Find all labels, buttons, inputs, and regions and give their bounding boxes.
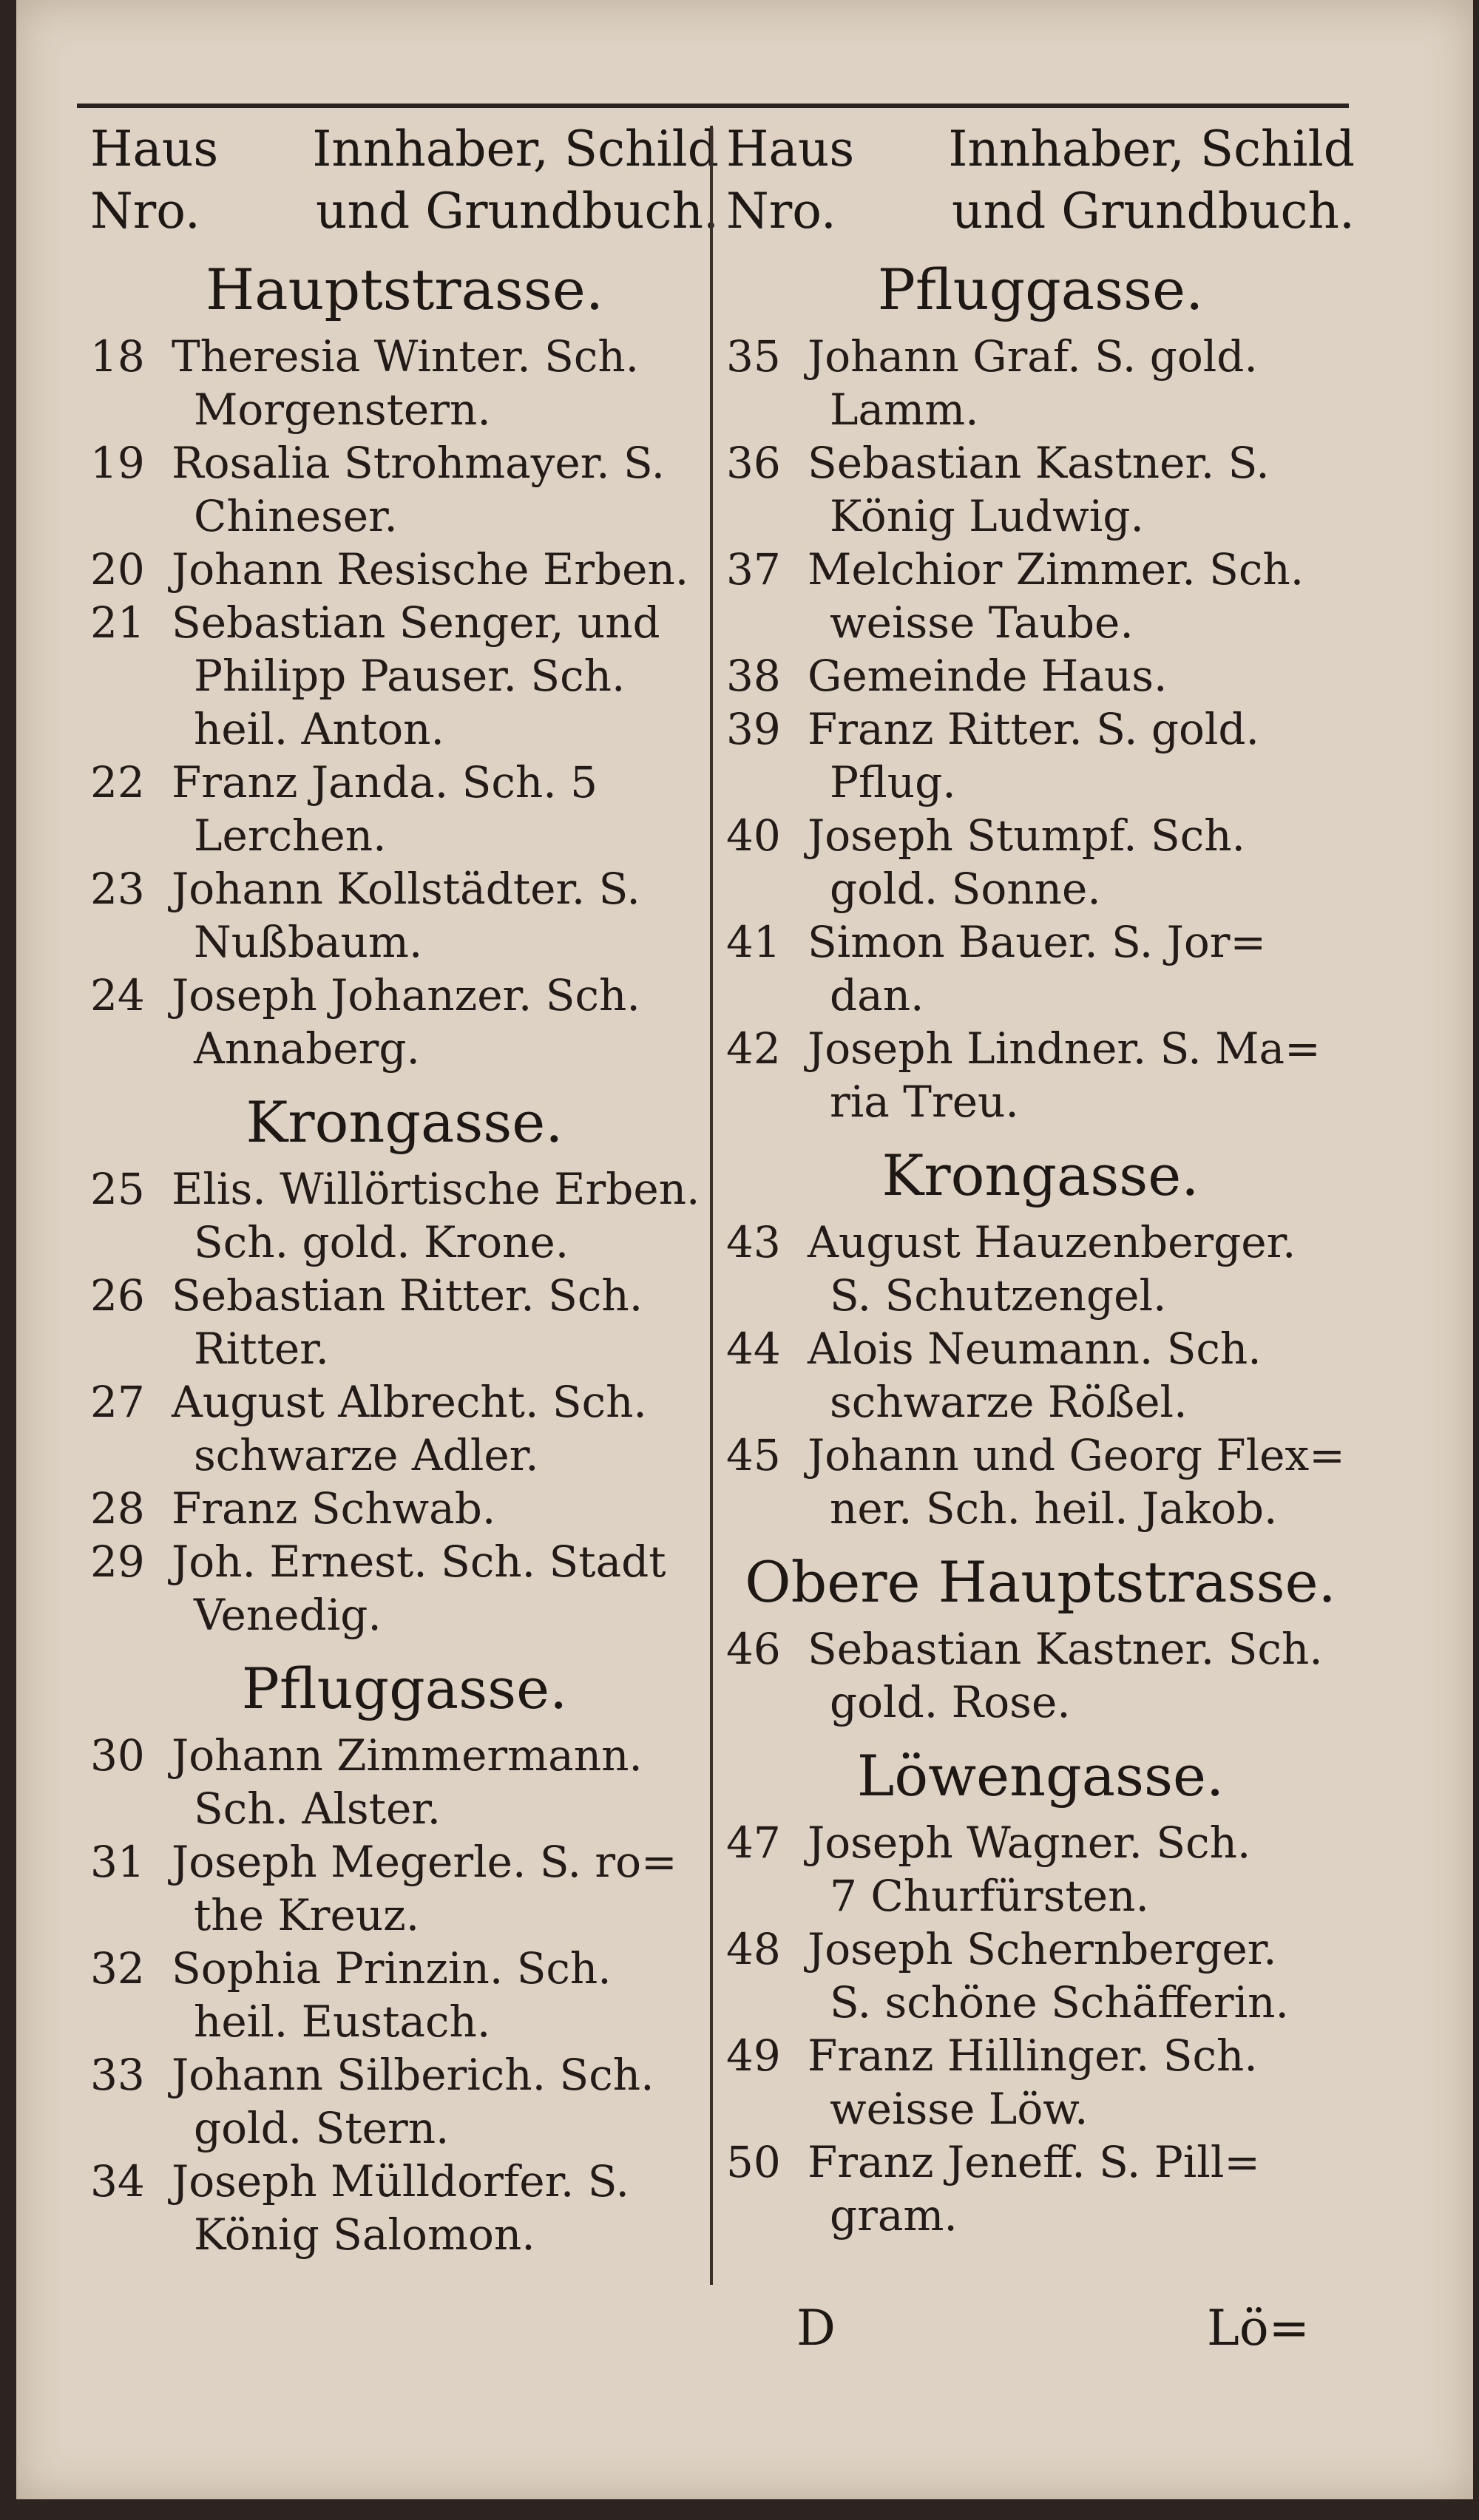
continuation-line: weisse Taube. [830,597,1134,648]
signature-mark: D [796,2300,836,2357]
owner-line: Johann Silberich. Sch. [172,2050,654,2100]
owner-and-sign [808,915,1355,1022]
owner-line: Joseph Stumpf. Sch. [808,810,1245,861]
house-number: 35 [726,331,781,382]
right-column [726,118,1355,2242]
column-header-right [726,118,1355,180]
continuation-line: Philipp Pauser. Sch. [194,651,626,701]
house-entry [726,1322,1355,1429]
house-entry [90,330,719,436]
owner-and-sign [172,756,719,862]
column-header-left [90,118,719,180]
header-nro: Nro. [726,183,836,240]
house-entry [726,2135,1355,2242]
owner-line: Rosalia Strohmayer. S. [172,438,666,488]
owner-and-sign [172,1835,719,1942]
house-entry [726,543,1355,649]
house-number: 48 [726,1924,781,1974]
owner-line: Johann Graf. S. gold. [808,331,1258,382]
house-number: 47 [726,1818,781,1868]
house-number: 41 [726,917,781,967]
header-owner: Innhaber, Schild [948,121,1355,177]
owner-and-sign [808,1429,1355,1535]
owner-line: Franz Jeneff. S. Pill= [808,2137,1260,2187]
continuation-line: gold. Stern. [194,2103,450,2153]
owner-and-sign [808,2029,1355,2135]
continuation-line: Nußbaum. [194,917,423,967]
continuation-line: Annaberg. [194,1023,420,1074]
house-entry [90,1835,719,1942]
continuation-line: schwarze Adler. [194,1430,539,1480]
house-entry [726,1429,1355,1535]
house-number: 36 [726,438,781,488]
house-entry [726,915,1355,1022]
left-entry-list [90,253,719,2261]
owner-line: Joseph Johanzer. Sch. [172,970,640,1020]
owner-line: Sebastian Kastner. S. [808,438,1270,488]
owner-and-sign [172,862,719,969]
house-number: 24 [90,970,145,1020]
owner-line: Franz Janda. Sch. 5 [172,757,598,807]
owner-line: Alois Neumann. Sch. [808,1324,1262,1374]
owner-and-sign [172,1535,719,1642]
continuation-line: S. Schutzengel. [830,1270,1167,1321]
owner-and-sign [808,330,1355,436]
owner-and-sign [172,2048,719,2155]
continuation-line: König Ludwig. [830,491,1144,541]
owner-line: Joseph Schernberger. [808,1924,1277,1974]
owner-line: Sebastian Senger, und [172,597,660,648]
house-number: 26 [90,1270,145,1321]
house-entry [90,1729,719,1835]
owner-and-sign [172,1162,719,1269]
house-entry [726,702,1355,809]
catchword: Lö= [1207,2300,1310,2357]
house-entry [726,1816,1355,1923]
owner-line: August Hauzenberger. [808,1217,1296,1267]
house-number: 34 [90,2156,145,2206]
owner-and-sign [808,1216,1355,1322]
house-entry [90,2155,719,2261]
house-entry [90,436,719,543]
owner-line: Johann Resische Erben. [172,544,689,595]
continuation-line: Chineser. [194,491,398,541]
owner-and-sign [808,1923,1355,2029]
house-entry [726,330,1355,436]
house-entry [726,1923,1355,2029]
header-house: Haus [726,121,855,177]
house-number: 32 [90,1943,145,1994]
owner-line: Franz Schwab. [172,1483,496,1534]
house-number: 37 [726,544,781,595]
house-number: 18 [90,331,145,382]
header-nro: Nro. [90,183,200,240]
house-entry [90,1535,719,1642]
continuation-line: Venedig. [194,1590,382,1640]
owner-line: Franz Hillinger. Sch. [808,2030,1258,2081]
owner-and-sign [172,969,719,1075]
owner-and-sign [172,596,719,756]
owner-line: Johann Zimmermann. [172,1730,643,1781]
house-entry [90,543,719,596]
continuation-line: ner. Sch. heil. Jakob. [830,1483,1278,1534]
house-number: 45 [726,1430,781,1480]
header-owner: Innhaber, Schild [312,121,719,177]
house-number: 27 [90,1377,145,1427]
right-entry-list [726,253,1355,2242]
house-entry [726,649,1355,702]
continuation-line: heil. Anton. [194,704,444,754]
continuation-line: Ritter. [194,1324,329,1374]
owner-and-sign [808,809,1355,915]
house-number: 39 [726,704,781,754]
house-number: 30 [90,1730,145,1781]
owner-and-sign [172,543,719,596]
house-entry [90,1162,719,1269]
owner-and-sign [808,649,1355,702]
owner-line: Gemeinde Haus. [808,651,1168,701]
house-number: 19 [90,438,145,488]
column-header-right-2 [726,180,1355,243]
street-heading: Pfluggasse. [241,1656,568,1721]
owner-and-sign [172,1375,719,1482]
house-number: 50 [726,2137,781,2187]
continuation-line: schwarze Rößel. [830,1377,1188,1427]
continuation-line: Sch. Alster. [194,1784,441,1834]
owner-line: Sophia Prinzin. Sch. [172,1943,612,1994]
continuation-line: S. schöne Schäfferin. [830,1977,1289,2028]
owner-and-sign [172,1482,719,1535]
owner-line: Joh. Ernest. Sch. Stadt [172,1537,666,1587]
house-entry [90,1482,719,1535]
owner-line: Joseph Megerle. S. ro= [172,1837,677,1887]
house-number: 43 [726,1217,781,1267]
continuation-line: gram. [830,2190,958,2240]
continuation-line: the Kreuz. [194,1890,420,1940]
owner-and-sign [172,2155,719,2261]
street-heading: Obere Hauptstrasse. [745,1549,1336,1615]
owner-and-sign [172,1942,719,2048]
continuation-line: König Salomon. [194,2209,535,2260]
header-house: Haus [90,121,219,177]
owner-and-sign [808,2135,1355,2242]
continuation-line: gold. Rose. [830,1677,1071,1727]
house-entry [90,1269,719,1375]
continuation-line: Lamm. [830,385,979,435]
house-entry [90,1942,719,2048]
continuation-line: dan. [830,970,924,1020]
house-entry [90,596,719,756]
owner-line: Johann Kollstädter. S. [172,864,640,914]
owner-line: Franz Ritter. S. gold. [808,704,1259,754]
owner-and-sign [808,436,1355,543]
continuation-line: gold. Sonne. [830,864,1101,914]
owner-line: August Albrecht. Sch. [172,1377,647,1427]
owner-line: Joseph Wagner. Sch. [808,1818,1251,1868]
house-number: 28 [90,1483,145,1534]
house-entry [90,756,719,862]
street-heading: Krongasse. [881,1142,1199,1208]
owner-and-sign [808,702,1355,809]
house-number: 31 [90,1837,145,1887]
house-number: 44 [726,1324,781,1374]
continuation-line: Lerchen. [194,810,387,861]
continuation-line: weisse Löw. [830,2084,1089,2134]
owner-and-sign [172,1269,719,1375]
owner-line: Elis. Willörtische Erben. [172,1164,700,1214]
owner-and-sign [808,543,1355,649]
house-entry [90,2048,719,2155]
column-divider [710,126,713,2285]
street-heading: Löwengasse. [856,1743,1225,1809]
left-column [90,118,719,2261]
book-page [16,0,1473,2499]
house-entry [726,436,1355,543]
house-number: 21 [90,597,145,648]
owner-and-sign [172,330,719,436]
owner-and-sign [808,1622,1355,1729]
house-entry [726,809,1355,915]
owner-and-sign [808,1816,1355,1923]
owner-and-sign [808,1322,1355,1429]
owner-and-sign [172,436,719,543]
house-entry [726,1622,1355,1729]
owner-line: Sebastian Ritter. Sch. [172,1270,643,1321]
header-grundbuch: und Grundbuch. [952,183,1355,240]
house-entry [726,2029,1355,2135]
house-number: 38 [726,651,781,701]
owner-line: Theresia Winter. Sch. [172,331,640,382]
continuation-line: Sch. gold. Krone. [194,1217,569,1267]
house-number: 25 [90,1164,145,1214]
header-grundbuch: und Grundbuch. [316,183,719,240]
owner-line: Johann und Georg Flex= [808,1430,1345,1480]
owner-line: Joseph Mülldorfer. S. [172,2156,629,2206]
owner-line: Simon Bauer. S. Jor= [808,917,1267,967]
owner-line: Sebastian Kastner. Sch. [808,1624,1323,1674]
house-number: 23 [90,864,145,914]
house-number: 29 [90,1537,145,1587]
continuation-line: Pflug. [830,757,956,807]
owner-and-sign [172,1729,719,1835]
house-number: 40 [726,810,781,861]
street-heading: Hauptstrasse. [205,257,604,322]
continuation-line: Morgenstern. [194,385,491,435]
street-heading: Pfluggasse. [877,257,1204,322]
house-number: 42 [726,1023,781,1074]
house-number: 49 [726,2030,781,2081]
house-number: 22 [90,757,145,807]
street-heading: Krongasse. [246,1089,563,1155]
house-entry [726,1022,1355,1128]
continuation-line: ria Treu. [830,1077,1019,1127]
house-entry [90,862,719,969]
column-header-left-2 [90,180,719,243]
owner-line: Joseph Lindner. S. Ma= [808,1023,1321,1074]
continuation-line: heil. Eustach. [194,1996,491,2047]
top-rule [77,104,1349,108]
continuation-line: 7 Churfürsten. [830,1871,1149,1921]
house-number: 20 [90,544,145,595]
house-entry [90,969,719,1075]
owner-line: Melchior Zimmer. Sch. [808,544,1304,595]
house-entry [90,1375,719,1482]
house-number: 33 [90,2050,145,2100]
owner-and-sign [808,1022,1355,1128]
house-entry [726,1216,1355,1322]
house-number: 46 [726,1624,781,1674]
